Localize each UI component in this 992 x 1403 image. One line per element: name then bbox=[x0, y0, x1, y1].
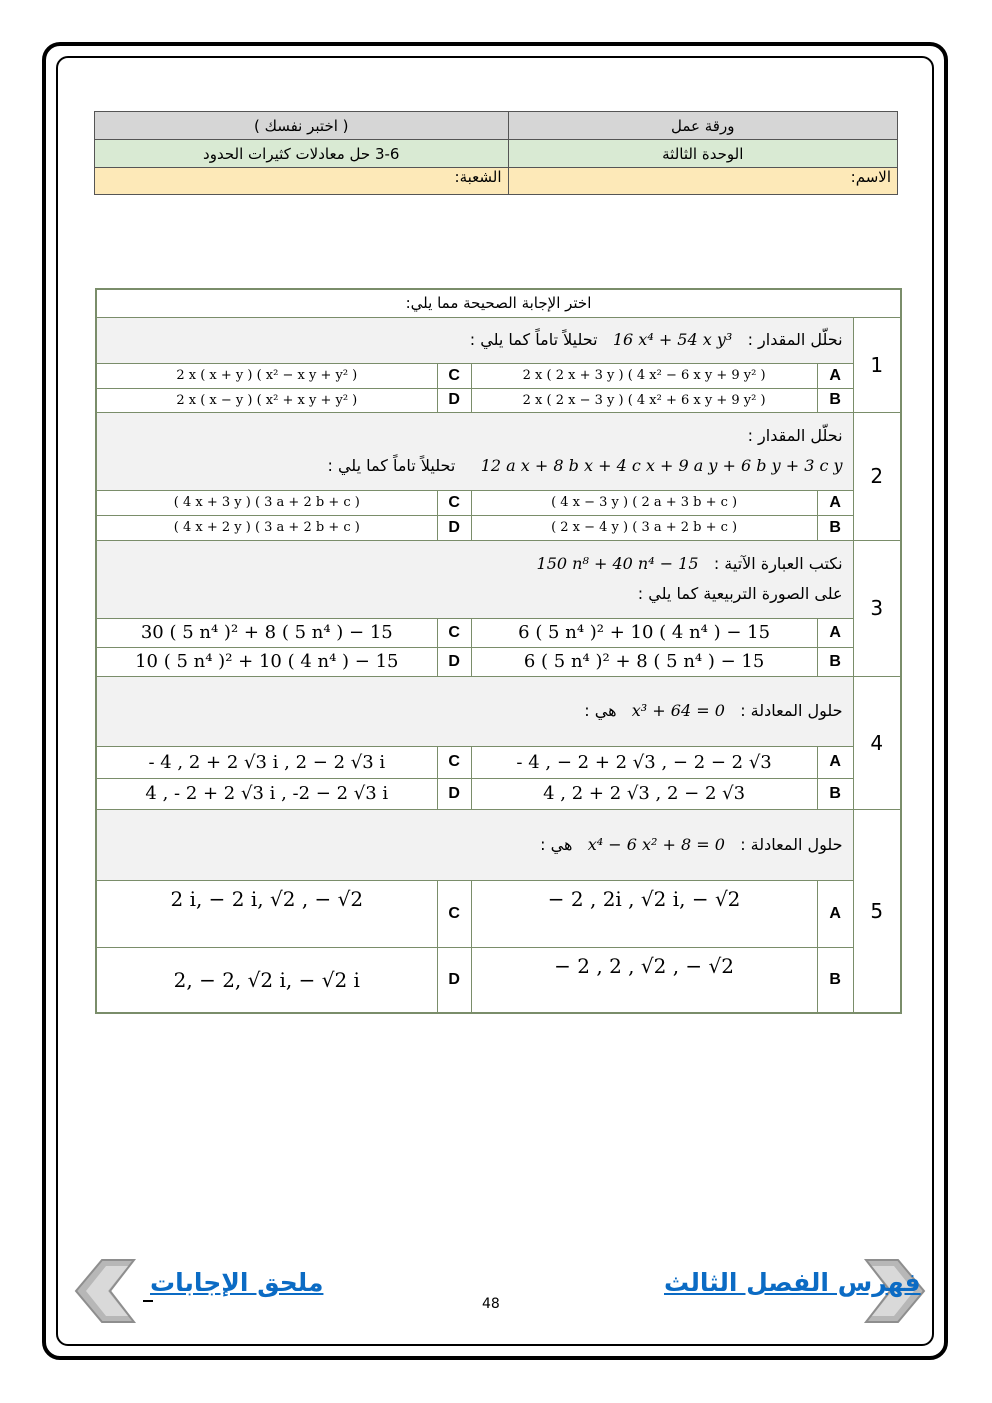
option-a[interactable]: - 4 , − 2 + 2 √3 , − 2 − 2 √3 bbox=[471, 746, 817, 778]
option-letter-a: A bbox=[817, 490, 853, 515]
option-letter-c: C bbox=[437, 490, 471, 515]
options-row bbox=[96, 778, 901, 809]
lesson-title: 3-6 حل معادلات كثيرات الحدود bbox=[95, 140, 509, 168]
option-letter-a: A bbox=[817, 363, 853, 388]
page-number: 48 bbox=[482, 1296, 500, 1312]
option-letter-b: B bbox=[817, 647, 853, 676]
worksheet-label: ورقة عمل bbox=[508, 112, 898, 140]
chapter-index-link[interactable]: فهرس الفصل الثالث bbox=[664, 1268, 921, 1297]
option-letter-b: B bbox=[817, 947, 853, 1013]
option-b[interactable]: 2 x ( 2 x − 3 y ) ( 4 x² + 6 x y + 9 y² ) bbox=[471, 388, 817, 412]
option-letter-b: B bbox=[817, 778, 853, 809]
option-a[interactable]: − 2 , 2i , √2 i, − √2 bbox=[471, 880, 817, 947]
options-row bbox=[96, 947, 901, 1013]
option-c[interactable]: 2 x ( x + y ) ( x² − x y + y² ) bbox=[96, 363, 437, 388]
option-letter-d: D bbox=[437, 778, 471, 809]
options-row bbox=[96, 746, 901, 778]
option-c[interactable]: 30 ( 5 n⁴ )² + 8 ( 5 n⁴ ) − 15 bbox=[96, 618, 437, 647]
option-letter-b: B bbox=[817, 515, 853, 540]
option-b[interactable]: 6 ( 5 n⁴ )² + 8 ( 5 n⁴ ) − 15 bbox=[471, 647, 817, 676]
quiz-instruction: اختر الإجابة الصحيحة مما يلي: bbox=[96, 289, 901, 317]
question-number: 4 bbox=[853, 676, 901, 809]
unit-label: الوحدة الثالثة bbox=[508, 140, 898, 168]
question-prompt-end: على الصورة التربيعية كما يلي : bbox=[637, 584, 843, 603]
option-b[interactable]: − 2 , 2 , √2 , − √2 bbox=[471, 947, 817, 1013]
option-d[interactable]: ( 4 x + 2 y ) ( 3 a + 2 b + c ) bbox=[96, 515, 437, 540]
question-prompt: حلول المعادلة : bbox=[740, 701, 843, 720]
question-2 bbox=[96, 412, 901, 490]
options-row bbox=[96, 490, 901, 515]
question-prompt: نكتب العبارة الآتية : bbox=[713, 554, 843, 573]
question-prompt: نحلّل المقدار : bbox=[747, 426, 843, 445]
option-d[interactable]: 10 ( 5 n⁴ )² + 10 ( 4 n⁴ ) − 15 bbox=[96, 647, 437, 676]
option-letter-c: C bbox=[437, 880, 471, 947]
options-row bbox=[96, 388, 901, 412]
question-expression: 12 a x + 8 b x + 4 c x + 9 a y + 6 b y + 3 c y bbox=[480, 456, 843, 475]
question-prompt: نحلّل المقدار : bbox=[747, 330, 843, 349]
options-row bbox=[96, 647, 901, 676]
option-d[interactable]: 4 , - 2 + 2 √3 i , -2 − 2 √3 i bbox=[96, 778, 437, 809]
question-prompt-end: تحليلاً تاماً كما يلي : bbox=[469, 330, 598, 349]
question-4 bbox=[96, 676, 901, 746]
question-text bbox=[96, 412, 853, 490]
test-yourself-label: ( اختبر نفسك ) bbox=[95, 112, 509, 140]
worksheet-header bbox=[94, 111, 898, 195]
question-number: 2 bbox=[853, 412, 901, 540]
options-row bbox=[96, 515, 901, 540]
option-letter-a: A bbox=[817, 618, 853, 647]
question-text bbox=[96, 317, 853, 363]
question-1 bbox=[96, 317, 901, 363]
option-d[interactable]: 2 x ( x − y ) ( x² + x y + y² ) bbox=[96, 388, 437, 412]
question-prompt: حلول المعادلة : bbox=[740, 834, 843, 854]
question-5 bbox=[96, 809, 901, 880]
question-text bbox=[96, 676, 853, 746]
answers-appendix-link[interactable]: ملحق الإجابات bbox=[150, 1268, 324, 1297]
option-d[interactable]: 2, − 2, √2 i, − √2 i bbox=[96, 947, 437, 1013]
option-letter-c: C bbox=[437, 746, 471, 778]
option-letter-d: D bbox=[437, 647, 471, 676]
question-expression: 16 x⁴ + 54 x y³ bbox=[612, 330, 733, 349]
question-expression: x³ + 64 = 0 bbox=[631, 701, 725, 720]
underline-mark bbox=[143, 1300, 153, 1302]
question-expression: x⁴ − 6 x² + 8 = 0 bbox=[587, 834, 725, 854]
question-3 bbox=[96, 540, 901, 618]
options-row bbox=[96, 618, 901, 647]
question-prompt-end: تحليلاً تاماً كما يلي : bbox=[327, 456, 456, 475]
name-field[interactable]: الاسم: bbox=[508, 168, 898, 195]
option-letter-b: B bbox=[817, 388, 853, 412]
option-c[interactable]: - 4 , 2 + 2 √3 i , 2 − 2 √3 i bbox=[96, 746, 437, 778]
question-number: 1 bbox=[853, 317, 901, 412]
option-c[interactable]: ( 4 x + 3 y ) ( 3 a + 2 b + c ) bbox=[96, 490, 437, 515]
options-row bbox=[96, 880, 901, 947]
option-a[interactable]: 6 ( 5 n⁴ )² + 10 ( 4 n⁴ ) − 15 bbox=[471, 618, 817, 647]
previous-arrow-icon[interactable] bbox=[72, 1256, 138, 1326]
option-letter-c: C bbox=[437, 363, 471, 388]
question-text bbox=[96, 809, 853, 880]
question-prompt-end: هي : bbox=[540, 834, 573, 854]
options-row bbox=[96, 363, 901, 388]
option-a[interactable]: ( 4 x − 3 y ) ( 2 a + 3 b + c ) bbox=[471, 490, 817, 515]
option-letter-d: D bbox=[437, 388, 471, 412]
option-b[interactable]: 4 , 2 + 2 √3 , 2 − 2 √3 bbox=[471, 778, 817, 809]
option-letter-a: A bbox=[817, 746, 853, 778]
option-letter-d: D bbox=[437, 515, 471, 540]
section-field[interactable]: الشعبة: bbox=[95, 168, 509, 195]
quiz-table bbox=[95, 288, 902, 1014]
question-expression: 150 n⁸ + 40 n⁴ − 15 bbox=[536, 554, 699, 573]
option-b[interactable]: ( 2 x − 4 y ) ( 3 a + 2 b + c ) bbox=[471, 515, 817, 540]
question-number: 5 bbox=[853, 809, 901, 1013]
option-letter-a: A bbox=[817, 880, 853, 947]
question-number: 3 bbox=[853, 540, 901, 676]
option-c[interactable]: 2 i, − 2 i, √2 , − √2 bbox=[96, 880, 437, 947]
question-prompt-end: هي : bbox=[584, 701, 617, 720]
option-a[interactable]: 2 x ( 2 x + 3 y ) ( 4 x² − 6 x y + 9 y² ) bbox=[471, 363, 817, 388]
option-letter-d: D bbox=[437, 947, 471, 1013]
question-text bbox=[96, 540, 853, 618]
option-letter-c: C bbox=[437, 618, 471, 647]
